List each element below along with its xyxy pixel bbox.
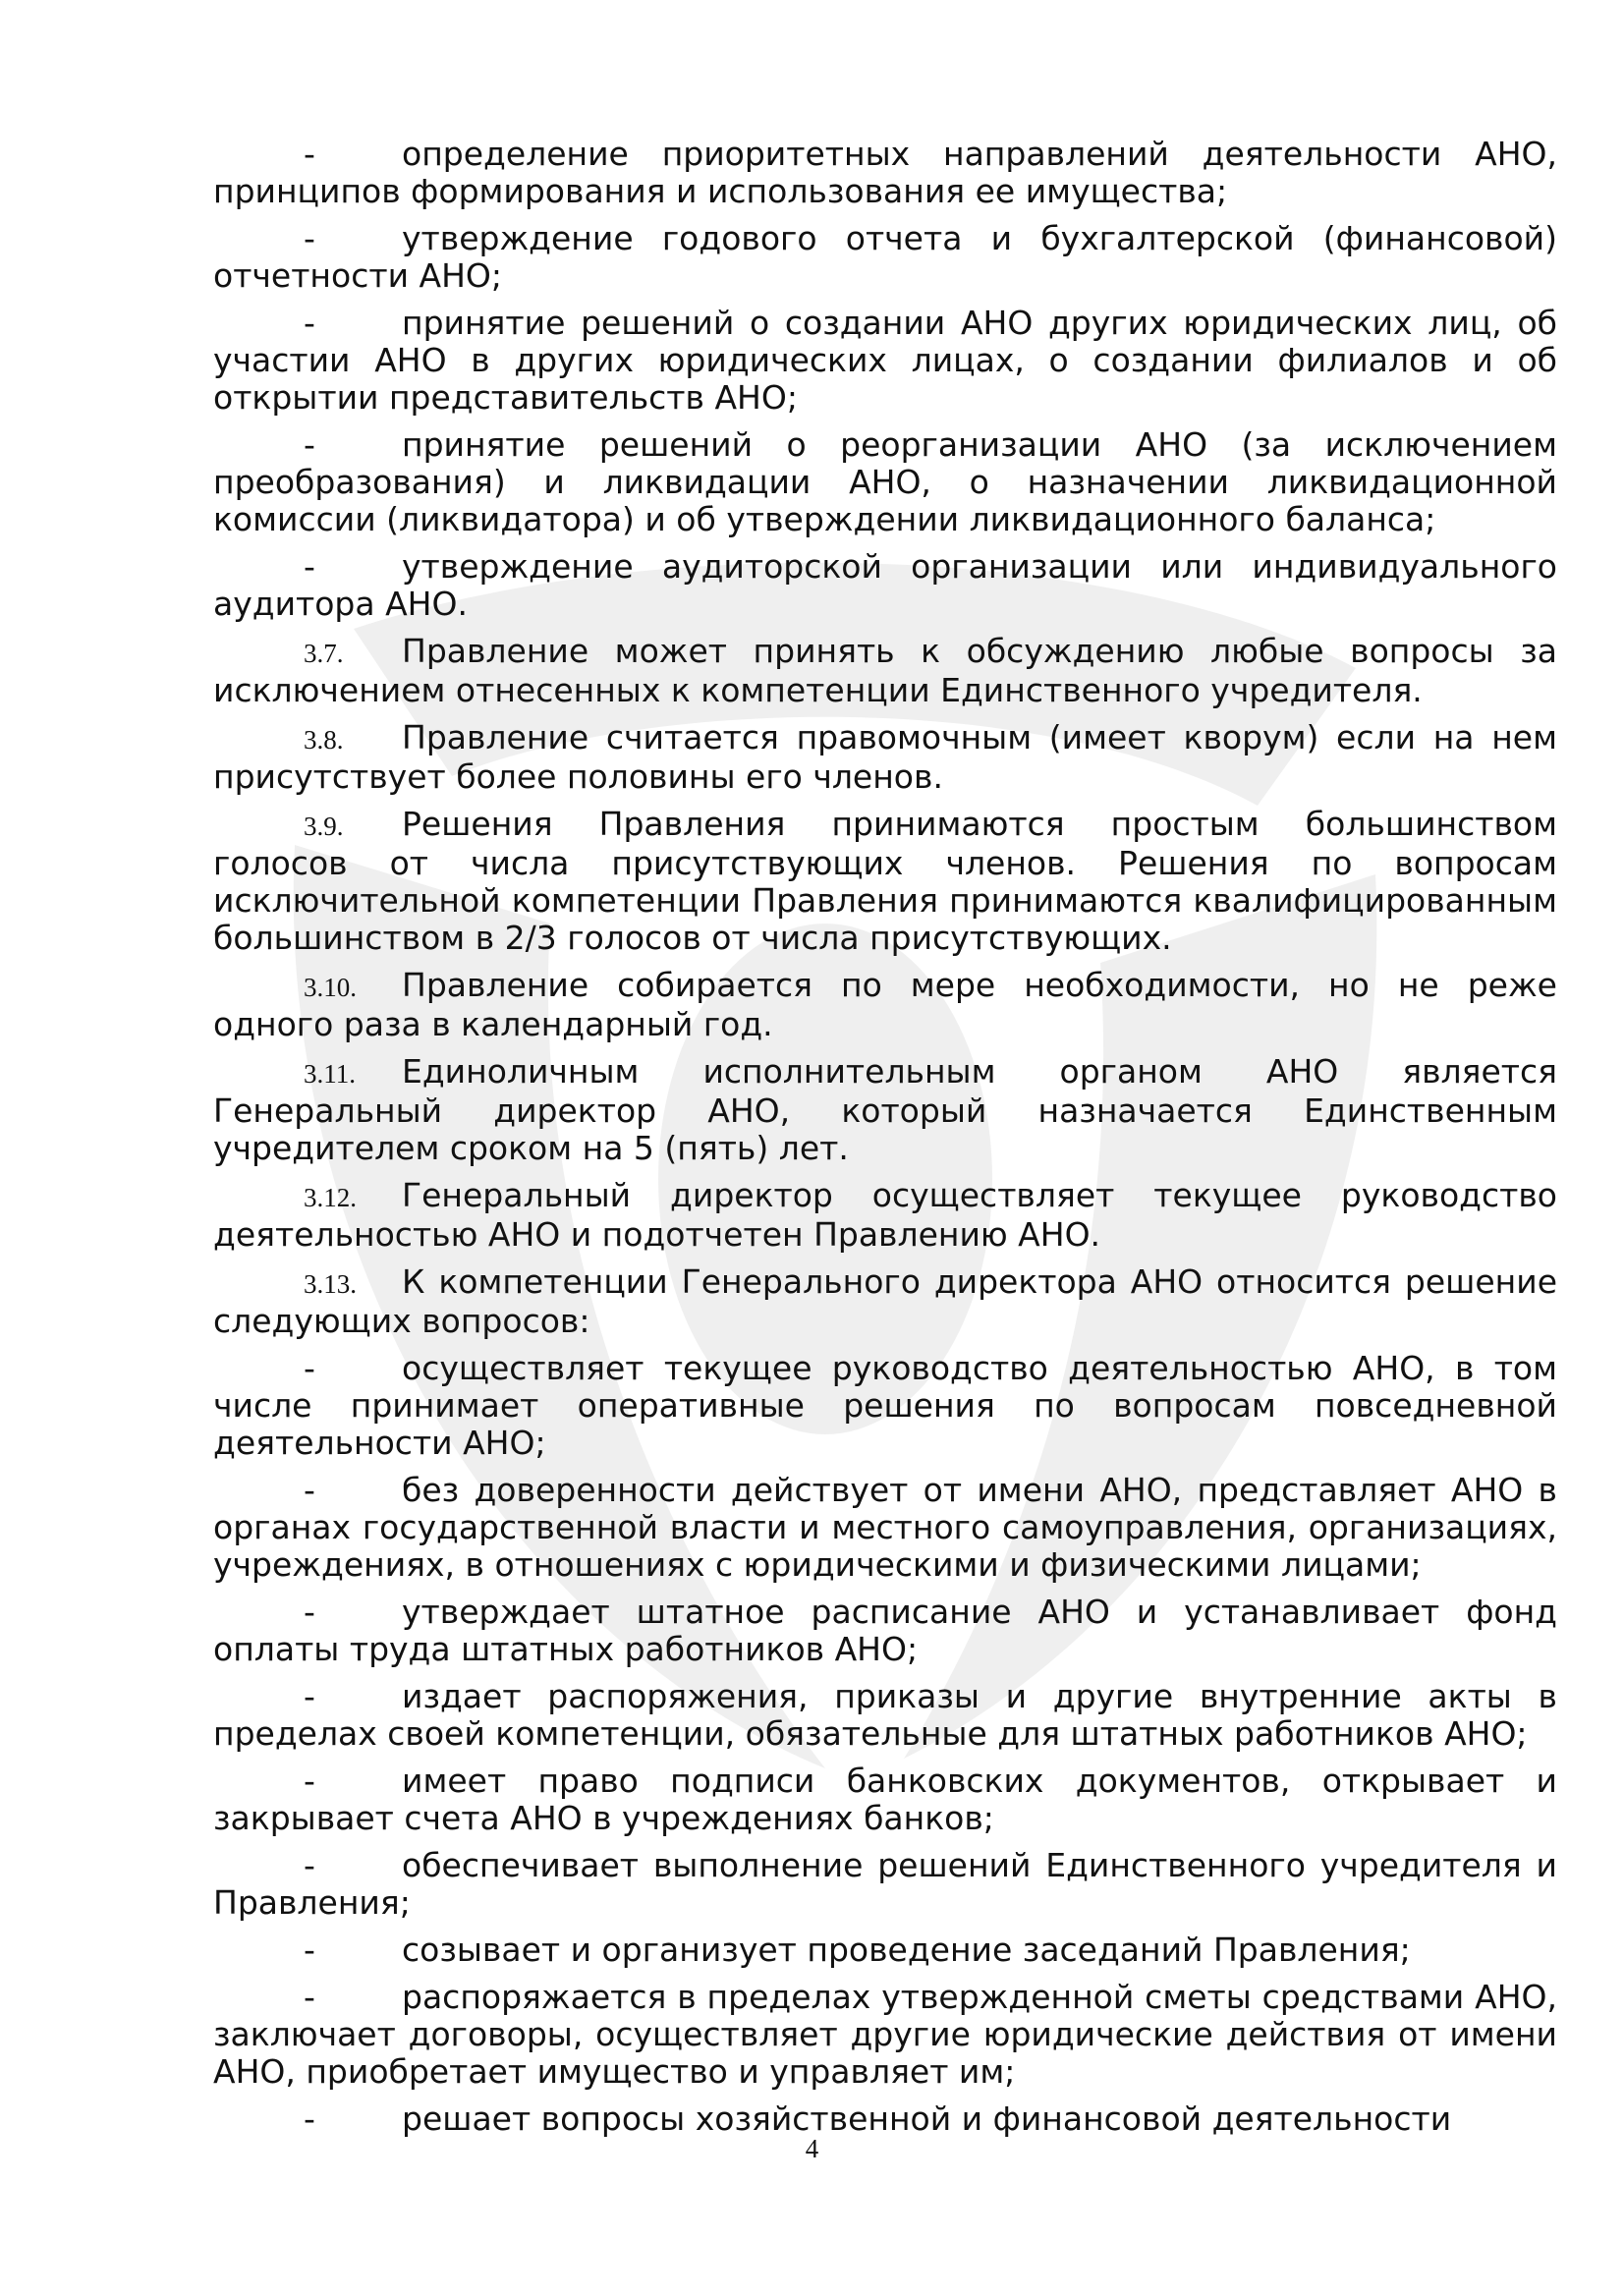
paragraph-text: решает вопросы хозяйственной и финансовой деятельности	[402, 2099, 1452, 2138]
numbered-clause	[213, 1053, 1557, 1167]
list-item	[213, 136, 1557, 210]
list-dash: -	[304, 1593, 315, 1631]
paragraph-text: принятие решений о создании АНО других юридических лиц, об участии АНО в других юридических лицах, о создании филиалов и об открытии представительств АНО;	[213, 304, 1557, 417]
list-item	[213, 220, 1557, 295]
list-dash: -	[304, 1471, 315, 1509]
list-item	[213, 1678, 1557, 1753]
list-item	[213, 1350, 1557, 1462]
list-item	[213, 1594, 1557, 1668]
list-dash: -	[304, 135, 315, 173]
paragraph-text: Решения Правления принимаются простым большинством голосов от числа присутствующих членов. Решения по вопросам исключительной компетенции Правления принимаются квалифицированным большинством в 2/3 голосов от числа присутствующих.	[213, 805, 1557, 957]
list-item	[213, 1931, 1557, 1969]
page-number: 4	[805, 2134, 819, 2163]
clause-number: 3.7.	[304, 639, 344, 668]
paragraph-text: без доверенности действует от имени АНО, представляет АНО в органах государственной власти и местного самоуправления, организациях, учреждениях, в отношениях с юридическими и физическими лицами;	[213, 1471, 1557, 1584]
list-item	[213, 1763, 1557, 1837]
list-item	[213, 1979, 1557, 2091]
numbered-clause	[213, 633, 1557, 709]
paragraph-text: утверждение аудиторской организации или индивидуального аудитора АНО.	[213, 547, 1557, 623]
numbered-clause	[213, 1177, 1557, 1254]
paragraph-text: имеет право подписи банковских документов, открывает и закрывает счета АНО в учреждениях банков;	[213, 1762, 1557, 1837]
clause-number: 3.10.	[304, 973, 357, 1002]
clause-number: 3.11.	[304, 1059, 356, 1089]
list-item	[213, 1847, 1557, 1922]
list-dash: -	[304, 2099, 315, 2138]
list-dash: -	[304, 1349, 315, 1387]
paragraph-text: Генеральный директор осуществляет текущее руководство деятельностью АНО и подотчетен Правлению АНО.	[213, 1176, 1557, 1254]
list-dash: -	[304, 304, 315, 342]
clause-number: 3.9.	[304, 812, 344, 841]
list-dash: -	[304, 219, 315, 257]
paragraph-text: Единоличным исполнительным органом АНО является Генеральный директор АНО, который назначается Единственным учредителем сроком на 5 (пять) лет.	[213, 1052, 1557, 1167]
clause-number: 3.13.	[304, 1269, 357, 1299]
paragraph-text: издает распоряжения, приказы и другие внутренние акты в пределах своей компетенции, обязательные для штатных работников АНО;	[213, 1677, 1557, 1753]
paragraph-text: Правление может принять к обсуждению любые вопросы за исключением отнесенных к компетенции Единственного учредителя.	[213, 632, 1557, 709]
paragraph-text: принятие решений о реорганизации АНО (за исключением преобразования) и ликвидации АНО, о назначении ликвидационной комиссии (ликвидатора) и об утверждении ликвидационного баланса;	[213, 425, 1557, 538]
list-item	[213, 426, 1557, 538]
paragraph-text: обеспечивает выполнение решений Единственного учредителя и Правления;	[213, 1846, 1557, 1922]
list-dash: -	[304, 425, 315, 464]
list-item	[213, 1472, 1557, 1584]
paragraph-text: Правление считается правомочным (имеет кворум) если на нем присутствует более половины его членов.	[213, 718, 1557, 796]
paragraph-text: определение приоритетных направлений деятельности АНО, принципов формирования и использования ее имущества;	[213, 135, 1557, 210]
clause-number: 3.12.	[304, 1183, 357, 1212]
list-dash: -	[304, 1846, 315, 1884]
paragraph-text: распоряжается в пределах утвержденной сметы средствами АНО, заключает договоры, осуществляет другие юридические действия от имени АНО, приобретает имущество и управляет им;	[213, 1978, 1557, 2091]
numbered-clause	[213, 719, 1557, 796]
clause-number: 3.8.	[304, 725, 344, 755]
paragraph-text: осуществляет текущее руководство деятельностью АНО, в том числе принимает оперативные решения по вопросам повседневной деятельности АНО;	[213, 1349, 1557, 1462]
list-dash: -	[304, 1978, 315, 2016]
paragraph-text: созывает и организует проведение заседаний Правления;	[402, 1931, 1411, 1969]
paragraph-text: утверждает штатное расписание АНО и устанавливает фонд оплаты труда штатных работников АНО;	[213, 1593, 1557, 1668]
paragraph-text: утверждение годового отчета и бухгалтерской (финансовой) отчетности АНО;	[213, 219, 1557, 295]
list-item	[213, 305, 1557, 417]
paragraph-text: Правление собирается по мере необходимости, но не реже одного раза в календарный год.	[213, 966, 1557, 1043]
numbered-clause	[213, 806, 1557, 957]
numbered-clause	[213, 1263, 1557, 1340]
list-item	[213, 548, 1557, 623]
list-dash: -	[304, 1677, 315, 1715]
list-dash: -	[304, 1931, 315, 1969]
list-dash: -	[304, 1762, 315, 1800]
numbered-clause	[213, 967, 1557, 1043]
list-item	[213, 2100, 1557, 2138]
document-body	[213, 136, 1557, 2148]
list-dash: -	[304, 547, 315, 586]
paragraph-text: К компетенции Генерального директора АНО относится решение следующих вопросов:	[213, 1262, 1557, 1340]
